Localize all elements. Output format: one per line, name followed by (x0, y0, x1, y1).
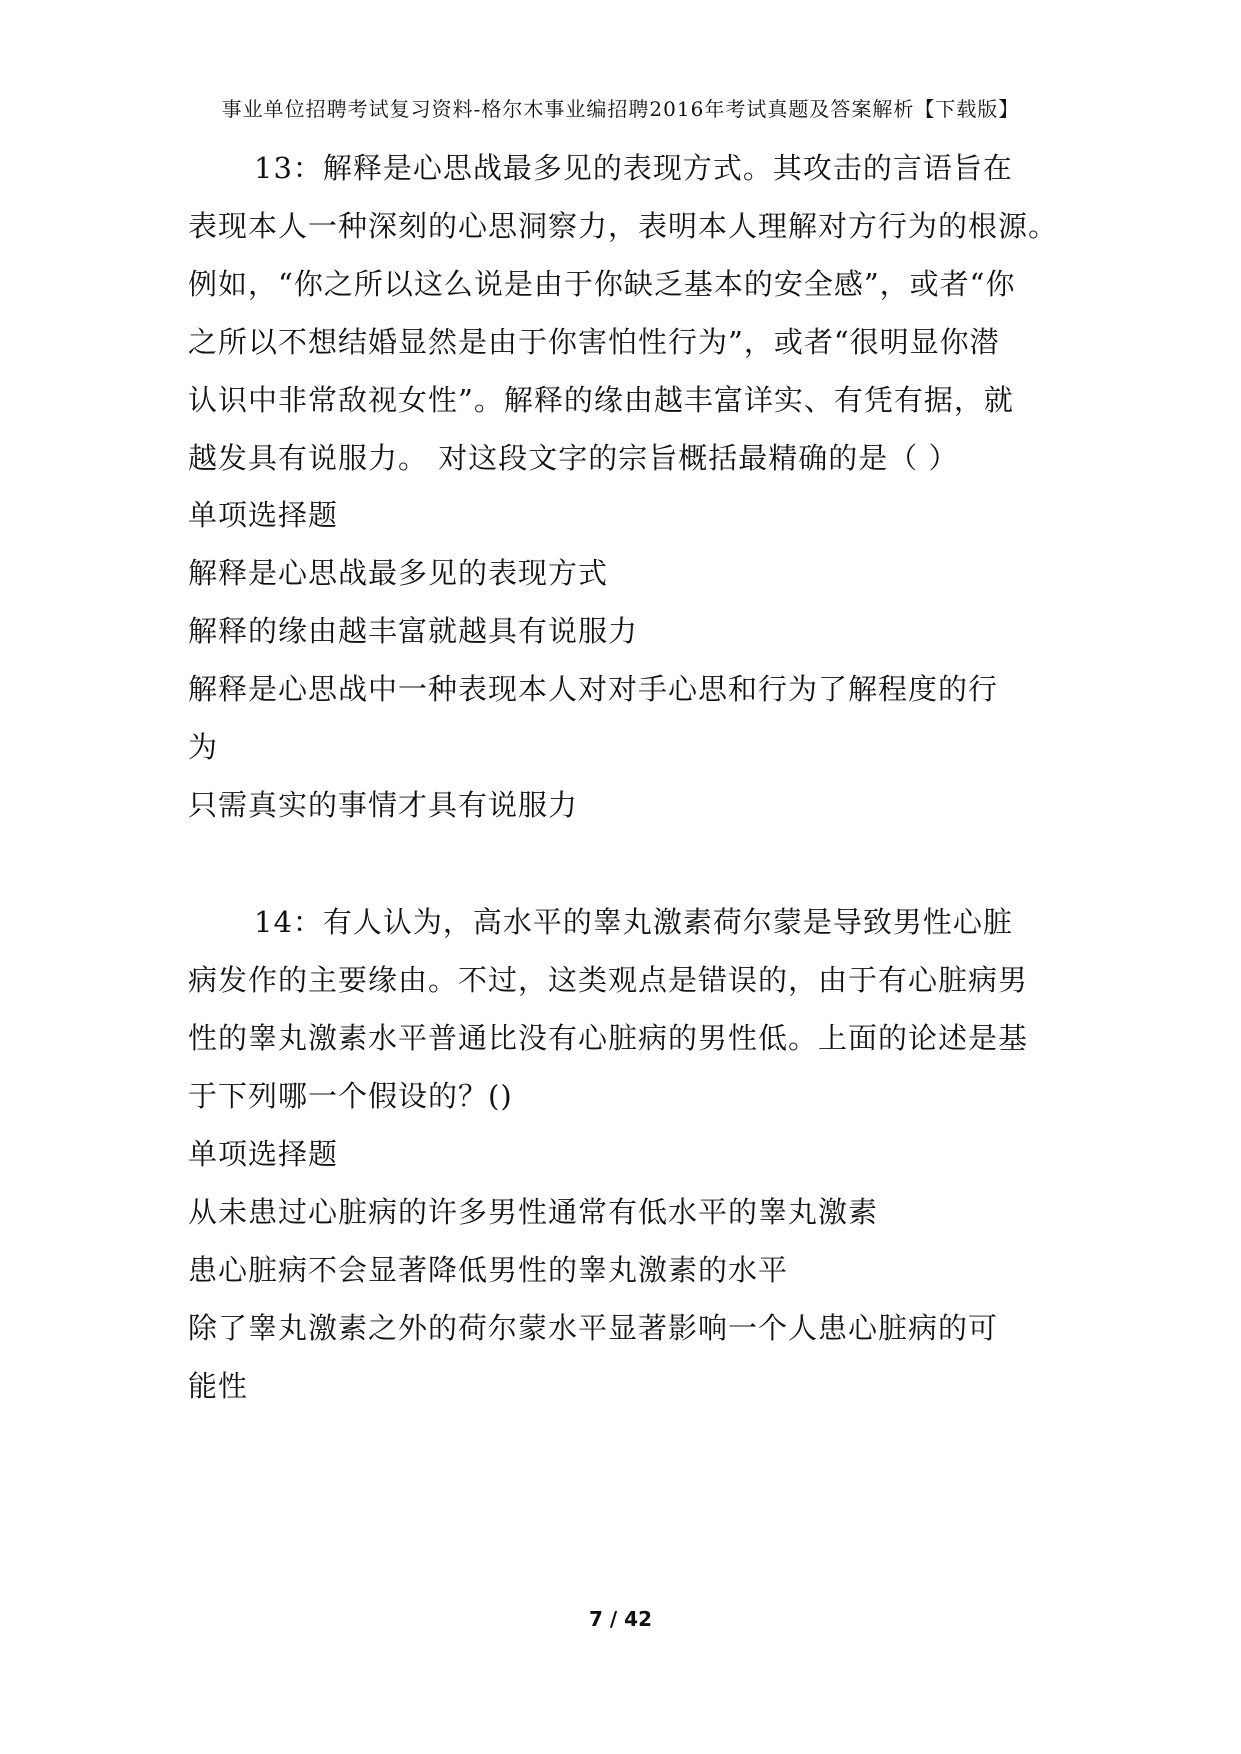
answer-option-line: 只需真实的事情才具有说服力 (188, 788, 579, 822)
answer-option-line: 为 (188, 730, 219, 764)
answer-option-line: 从未患过心脏病的许多男性通常有低水平的睾丸激素 (188, 1195, 879, 1229)
answer-option-line: 除了睾丸激素之外的荷尔蒙水平显著影响一个人患心脏病的可 (188, 1311, 999, 1345)
question-type-label: 单项选择题 (188, 1137, 339, 1171)
question-text-line: 13：解释是心思战最多见的表现方式。其攻击的言语旨在 (254, 151, 1013, 185)
question-type-label: 单项选择题 (188, 498, 339, 532)
question-text-line: 14：有人认为，高水平的睾丸激素荷尔蒙是导致男性心脏 (254, 905, 1013, 939)
document-header: 事业单位招聘考试复习资料-格尔木事业编招聘2016年考试真题及答案解析【下载版】 (221, 97, 1020, 121)
question-text-line: 之所以不想结婚显然是由于你害怕性行为”，或者“很明显你潜 (188, 325, 1000, 359)
answer-option-line: 患心脏病不会显著降低男性的睾丸激素的水平 (188, 1253, 789, 1287)
answer-option-line: 解释的缘由越丰富就越具有说服力 (188, 614, 639, 648)
answer-option-line: 解释是心思战中一种表现本人对对手心思和行为了解程度的行 (188, 672, 999, 706)
question-text-line: 越发具有说服力。 对这段文字的宗旨概括最精确的是（ ） (188, 441, 959, 475)
answer-option-line: 解释是心思战最多见的表现方式 (188, 556, 609, 590)
question-text-line: 认识中非常敌视女性”。解释的缘由越丰富详实、有凭有据，就 (188, 383, 1014, 417)
question-text-line: 性的睾丸激素水平普通比没有心脏病的男性低。上面的论述是基 (188, 1021, 1029, 1055)
question-text-line: 例如，“你之所以这么说是由于你缺乏基本的安全感”，或者“你 (188, 267, 1016, 301)
question-text-line: 病发作的主要缘由。不过，这类观点是错误的，由于有心脏病男 (188, 963, 1029, 997)
question-text-line: 表现本人一种深刻的心思洞察力，表明本人理解对方行为的根源。 (188, 209, 1059, 243)
answer-option-line: 能性 (188, 1369, 249, 1403)
question-text-line: 于下列哪一个假设的？() (188, 1079, 513, 1113)
page-number: 7 / 42 (589, 1607, 652, 1631)
